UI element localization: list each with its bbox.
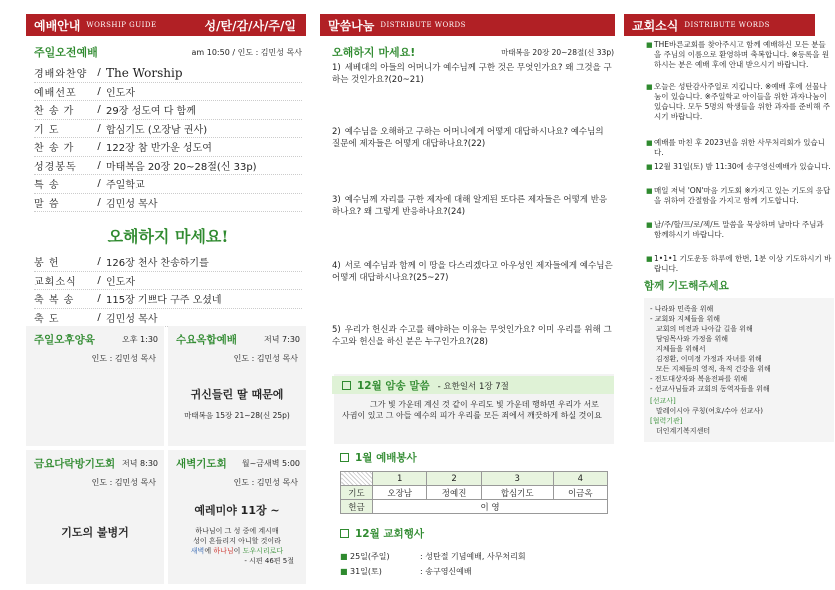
verse-word-god: 하나님 <box>213 547 234 555</box>
order-row <box>34 157 302 176</box>
question-text: 서로 예수님과 함께 이 땅을 다스리겠다고 아우성인 제자들에게 예수님은 어떻게 대답하시나요?(25~27) <box>332 261 613 283</box>
worship-guide-column <box>26 14 306 584</box>
news-item <box>646 220 832 252</box>
order-key: 기 도 <box>34 124 60 136</box>
order-key: 경배와찬양 <box>34 69 88 81</box>
duty-col-header: 1 <box>373 472 427 486</box>
morning-service-meta: am 10:50 / 인도 : 김민성 목사 <box>191 47 302 57</box>
news-text: 매일 저녁 'ON'마음 기도회 ※가지고 있는 기도의 응답을 위하여 간절함을 가지고 함께 기도합니다. <box>654 186 831 205</box>
bullet-icon: ■ <box>646 221 653 229</box>
order-row <box>34 175 302 194</box>
news-text: 날/주/할/프/로/젝/트 말씀을 묵상하며 날마다 주님과 함께하시기 바랍니다. <box>654 220 824 239</box>
dawn-verse-line: 하나님이 그 성 중에 계시매 <box>195 527 279 535</box>
order-value: 122장 참 반가운 성도여 <box>106 143 212 155</box>
question-number: 3) <box>332 195 341 205</box>
box-message: 귀신들린 딸 때문에 <box>190 388 284 401</box>
order-value: 합심기도 (오장남 권사) <box>106 124 208 136</box>
box-time: 저녁 8:30 <box>122 459 158 468</box>
bullet-icon: ■ <box>646 83 653 91</box>
order-key: 봉 헌 <box>34 258 60 270</box>
header-subtitle: WORSHIP GUIDE <box>86 21 157 29</box>
box-reference: 마태복음 15장 21~28(신 25p) <box>184 411 290 420</box>
order-value: 인도자 <box>106 276 135 288</box>
events-title: 12월 교회행사 <box>355 528 424 540</box>
morning-service-title: 주일오전예배 <box>34 46 98 59</box>
news-text: 오늘은 성탄감사주일로 지킵니다. ※예배 후에 선물나눔이 있습니다. ※주일학교 아이들을 위한 과자나눔이 있습니다. 모두 5명의 학생들을 위한 과자를 준비해 주시기 바랍니다. <box>654 82 830 121</box>
order-row <box>34 64 302 83</box>
duty-table <box>340 471 608 514</box>
church-news-column <box>620 14 832 584</box>
duty-section <box>340 450 610 514</box>
news-text: 1•1•1 기도운동 하루에 한번, 1분 이상 기도하시기 바랍니다. <box>654 254 832 273</box>
order-row <box>34 194 302 213</box>
afternoon-service-box <box>26 326 164 446</box>
dawn-service-box <box>168 450 306 584</box>
verse-word-help: 도우시리로다 <box>242 547 284 555</box>
duty-cell: 이금옥 <box>553 486 607 500</box>
order-sep: / <box>97 178 101 190</box>
box-title: 금요다락방기도회 <box>34 458 116 470</box>
order-value: 김민성 목사 <box>106 313 158 325</box>
order-row <box>34 253 302 272</box>
prayer-line: - 전도대상자와 복음전파를 위해 <box>650 375 748 383</box>
wednesday-service-box <box>168 326 306 446</box>
friday-service-box <box>26 450 164 584</box>
order-value: 김민성 목사 <box>106 198 158 210</box>
box-title: 주일오후양육 <box>34 334 95 346</box>
order-value: 인도자 <box>106 87 135 99</box>
duty-title: 1월 예배봉사 <box>355 452 417 464</box>
order-row <box>34 83 302 102</box>
bullet-icon: ■ <box>340 567 348 576</box>
sermon-sharing-header <box>320 14 615 36</box>
duty-cell: 이 영 <box>373 500 608 514</box>
order-value: 115장 기쁘다 구주 오셨네 <box>106 295 222 307</box>
duty-cell: 정예진 <box>427 486 481 500</box>
morning-service-heading <box>34 44 302 60</box>
news-item <box>646 138 832 160</box>
events-title-row <box>340 526 610 541</box>
order-sep: / <box>97 293 101 305</box>
order-value: 29장 성도여 다 함께 <box>106 106 196 118</box>
memory-verse-text: 그가 빛 가운데 계신 것 같이 우리도 빛 가운데 행하면 우리가 서로 사귐이 있고 그 아들 예수의 피가 우리를 모든 죄에서 깨끗하게 하실 것이요 <box>342 400 602 420</box>
bullet-icon: ■ <box>646 41 653 49</box>
order-value: 마태복음 20장 20~28절(신 33p) <box>106 161 257 173</box>
square-bullet-icon <box>340 529 349 538</box>
prayer-line: - 교회와 지체들을 위해 <box>650 315 721 323</box>
prayer-line: 담임목사와 가정을 위해 <box>656 335 729 343</box>
order-row <box>34 120 302 139</box>
news-text: THE바른교회를 찾아주시고 함께 예배하신 모든 분들을 주님의 이름으로 환영하며 축복합니다. ※등록을 원하시는 분은 예배 후에 안내 받으시기 바랍니다. <box>654 40 830 69</box>
prayer-line: 모든 지체들의 영적, 육적 건강을 위해 <box>656 365 771 373</box>
news-item <box>646 40 832 80</box>
question-text: 예수님을 오해하고 구하는 어머니에게 어떻게 대답하시나요? 예수님의 질문에 제자들은 어떻게 대답하나요?(22) <box>332 127 604 149</box>
order-row <box>34 272 302 291</box>
box-title: 새벽기도회 <box>176 458 227 470</box>
sermon-title: 오해하지 마세요! <box>107 227 229 246</box>
box-title: 수요옥합예배 <box>176 334 237 346</box>
question-number: 1) <box>332 63 341 73</box>
order-sep: / <box>97 67 101 79</box>
order-key: 축 복 송 <box>34 295 75 307</box>
order-row <box>34 138 302 157</box>
sermon-heading <box>332 44 614 60</box>
header-right-title: 성/탄/감/사/주/일 <box>204 18 296 33</box>
order-sep: / <box>97 274 101 286</box>
order-sep: / <box>97 311 101 323</box>
duty-row-prayer <box>341 486 608 500</box>
question-item <box>332 194 614 218</box>
question-item <box>332 260 614 284</box>
order-row <box>34 290 302 309</box>
dawn-verse-ref: - 시편 46편 5절 <box>244 557 294 565</box>
duty-col-header: 2 <box>427 472 481 486</box>
question-number: 5) <box>332 325 341 335</box>
order-sep: / <box>97 141 101 153</box>
order-sep: / <box>97 104 101 116</box>
missionary-label: [선교사] <box>650 397 676 405</box>
order-sep: / <box>97 256 101 268</box>
news-text: 12월 31일(토) 밤 11:30에 송구영신예배가 있습니다. <box>654 162 831 171</box>
bullet-icon: ■ <box>646 255 653 263</box>
order-key: 찬 송 가 <box>34 143 75 155</box>
dawn-verse-line <box>176 546 298 556</box>
order-sep: / <box>97 85 101 97</box>
box-message: 기도의 불병거 <box>61 526 129 539</box>
order-key: 특 송 <box>34 180 60 192</box>
question-text: 세베대의 아들의 어머니가 예수님께 구한 것은 무엇인가요? 왜 그것을 구하는 것인가요?(20~21) <box>332 63 612 85</box>
memory-verse-ref: - 요한일서 1장 7절 <box>437 381 509 392</box>
bullet-icon: ■ <box>646 163 653 171</box>
worship-order-list <box>34 64 302 327</box>
verse-word: 이 <box>233 547 243 555</box>
sermon-reference: 마태복음 20장 20~28절(신 33p) <box>501 47 614 57</box>
header-title: 말씀나눔 <box>328 18 375 33</box>
order-sep: / <box>97 159 101 171</box>
bullet-icon: ■ <box>646 187 653 195</box>
news-item <box>646 82 832 136</box>
order-row <box>34 309 302 328</box>
partner-label: [협력기관] <box>650 417 683 425</box>
box-time: 오후 1:30 <box>122 335 158 344</box>
prayer-title: 함께 기도해주세요 <box>644 280 729 292</box>
question-item <box>332 62 614 86</box>
memory-verse-box <box>334 374 614 444</box>
sermon-title: 오해하지 마세요! <box>332 46 416 59</box>
event-item <box>340 549 610 564</box>
event-date: 25일(주일) <box>350 552 390 561</box>
memory-verse-title: 12월 암송 말씀 <box>357 380 430 392</box>
news-item <box>646 162 832 184</box>
prayer-line: 지체들을 위해서 <box>656 345 706 353</box>
verse-word-dawn: 새벽 <box>190 547 205 555</box>
news-item <box>646 254 832 276</box>
duty-col-header: 4 <box>553 472 607 486</box>
duty-corner <box>341 472 373 486</box>
box-leader: 인도 : 김민성 목사 <box>233 478 298 487</box>
box-time: 저녁 7:30 <box>264 335 300 344</box>
dawn-verse <box>176 526 298 566</box>
order-key: 예배선포 <box>34 87 77 99</box>
events-list <box>340 549 610 579</box>
event-text: : 성탄절 기념예배, 사무처리회 <box>420 552 526 561</box>
header-title: 예배안내 <box>34 18 81 33</box>
worship-guide-header <box>26 14 306 36</box>
news-text: 예배를 마친 후 2023년을 위한 사무처리회가 있습니다. <box>654 138 826 157</box>
sermon-sharing-column <box>320 14 615 584</box>
church-news-header <box>624 14 815 36</box>
question-text: 예수님께 자리를 구한 제자에 대해 알게된 또다른 제자들은 어떻게 반응하나요? 왜 그렇게 반응하나요?(24) <box>332 195 608 217</box>
question-item <box>332 126 614 150</box>
order-value: 주일학교 <box>106 180 145 192</box>
order-sep: / <box>97 196 101 208</box>
events-section <box>340 526 610 579</box>
event-item <box>340 564 610 579</box>
event-date: 31일(토) <box>350 567 382 576</box>
order-row <box>34 101 302 120</box>
memory-verse-title-row <box>342 378 606 393</box>
duty-col-header: 3 <box>481 472 553 486</box>
box-leader: 인도 : 김민성 목사 <box>233 354 298 363</box>
square-bullet-icon <box>340 453 349 462</box>
box-leader: 인도 : 김민성 목사 <box>91 354 156 363</box>
partner-text: 더인계기복지센터 <box>656 427 711 435</box>
duty-header-row <box>341 472 608 486</box>
bullet-icon: ■ <box>340 552 348 561</box>
header-subtitle: DISTRIBUTE WORDS <box>380 21 466 29</box>
box-message: 예레미야 11장 ~ <box>194 504 280 517</box>
bullet-icon: ■ <box>646 139 653 147</box>
duty-cell: 합심기도 <box>481 486 553 500</box>
order-value: The Worship <box>106 65 183 80</box>
question-number: 4) <box>332 261 341 271</box>
duty-row-offering <box>341 500 608 514</box>
prayer-box <box>644 298 834 442</box>
news-item <box>646 186 832 218</box>
duty-row-label: 기도 <box>341 486 373 500</box>
box-time: 월~금새벽 5:00 <box>241 459 300 468</box>
missionary-text: 말레이시아 쿠칭(여호/수아 선교사) <box>656 407 763 415</box>
order-key: 성경봉독 <box>34 161 77 173</box>
prayer-line: - 선교사님들과 교회의 동역자들을 위해 <box>650 385 770 393</box>
prayer-line: - 나라와 민족을 위해 <box>650 305 714 313</box>
question-text: 우리가 헌신과 수고를 해야하는 이유는 무엇인가요? 이미 우리를 위해 그 수고와 헌신을 하신 분은 누구인가요?(28) <box>332 325 612 347</box>
question-item <box>332 324 614 348</box>
verse-word: 에 <box>204 547 214 555</box>
duty-title-row <box>340 450 610 465</box>
square-bullet-icon <box>342 381 351 390</box>
header-subtitle: DISTRIBUTE WORDS <box>684 21 770 29</box>
event-text: : 송구영신예배 <box>420 567 472 576</box>
order-value: 126장 천사 찬송하기를 <box>106 258 209 270</box>
order-sep: / <box>97 122 101 134</box>
box-leader: 인도 : 김민성 목사 <box>91 478 156 487</box>
prayer-line: 김정환, 이미정 가정과 자녀를 위해 <box>656 355 762 363</box>
order-key: 교회소식 <box>34 276 77 288</box>
duty-cell: 오장남 <box>373 486 427 500</box>
news-list <box>646 40 832 278</box>
order-key: 말 씀 <box>34 198 60 210</box>
order-key: 축 도 <box>34 313 60 325</box>
prayer-line: 교회의 비전과 나아갈 길을 위해 <box>656 325 753 333</box>
question-number: 2) <box>332 127 341 137</box>
duty-row-label: 헌금 <box>341 500 373 514</box>
dawn-verse-line: 성이 흔들리지 아니할 것이라 <box>193 537 281 545</box>
header-title: 교회소식 <box>632 18 679 33</box>
order-key: 찬 송 가 <box>34 106 75 118</box>
